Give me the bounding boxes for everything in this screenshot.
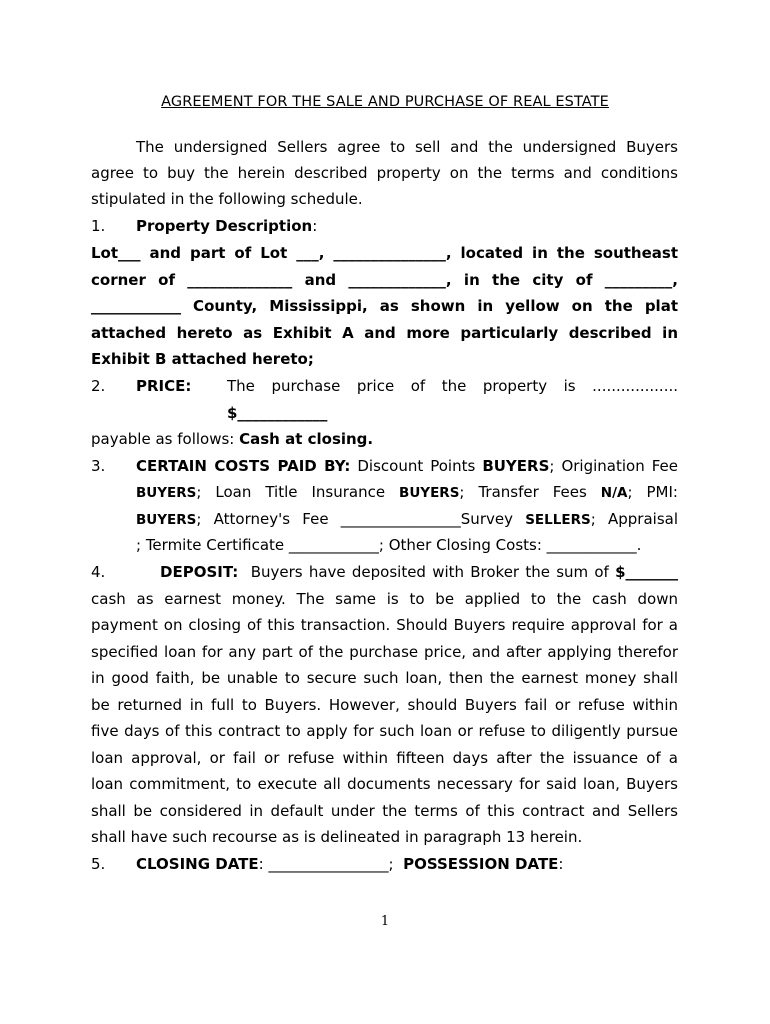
intro-line-3: stipulated in the following schedule. (91, 190, 363, 208)
closing-date-label: CLOSING DATE (136, 855, 259, 873)
section-1-line-5: Exhibit B attached hereto; (91, 350, 314, 368)
section-4-line-5: in good faith, be unable to secure such loan, then the earnest money shall (91, 669, 678, 687)
deposit-amount: $_______ (615, 563, 678, 581)
section-4-number: 4. (91, 563, 106, 581)
origination-fee-payer: BUYERS (136, 485, 197, 501)
discount-points-label: Discount Points (357, 457, 483, 475)
section-4-line-7: five days of this contract to apply for such loan or refuse to diligently pursue (91, 722, 678, 740)
possession-date-label: POSSESSION DATE (403, 855, 559, 873)
section-4-line-8: loan approval, or fail or refuse within fifteen days after the issuance of a (91, 749, 678, 767)
section-1-line-4: attached hereto as Exhibit A and more particularly described in (91, 324, 678, 342)
section-5-line (136, 854, 678, 874)
origination-fee-label: ; Origination Fee (549, 457, 678, 475)
section-2-text: The purchase price of the property is .................. (227, 377, 678, 395)
payable-prefix: payable as follows: (91, 430, 240, 448)
section-3-heading: CERTAIN COSTS PAID BY: (136, 457, 351, 475)
section-2-payable-line (91, 429, 678, 449)
section-1-line-1: Lot___ and part of Lot ___, _______________, located in the southeast (91, 244, 678, 262)
transfer-fees-label: ; Transfer Fees (459, 483, 601, 501)
section-3-line-4: ; Termite Certificate ____________; Other Closing Costs: ____________. (136, 536, 642, 554)
section-2-heading: PRICE: (136, 377, 192, 395)
section-1-colon: : (312, 217, 318, 235)
section-1-heading: Property Description (136, 217, 313, 235)
section-1-line-2: corner of ______________ and _____________, in the city of _________, (91, 271, 678, 289)
section-4-line-6: be returned in full to Buyers. However, should Buyers fail or refuse within (91, 696, 678, 714)
section-4-line-11: shall have such recourse as is delineated in paragraph 13 herein. (91, 828, 583, 846)
section-1-line-3: ____________ County, Mississippi, as shown in yellow on the plat (91, 297, 678, 315)
section-4-line-9: loan commitment, to execute all documents necessary for said loan, Buyers (91, 775, 678, 793)
discount-points-payer: BUYERS (482, 457, 550, 475)
section-4-line-4: specified loan for any part of the purchase price, and after applying therefor (91, 643, 678, 661)
section-4-line-10: shall be considered in default under the terms of this contract and Sellers (91, 802, 678, 820)
section-3-line-2 (136, 482, 678, 502)
payable-value: Cash at closing. (239, 430, 374, 448)
section-2-amount: $____________ (227, 404, 328, 422)
appraisal-label: ; Appraisal (590, 510, 678, 528)
transfer-fees-payer: N/A (600, 485, 628, 501)
document-title: AGREEMENT FOR THE SALE AND PURCHASE OF REAL ESTATE (161, 94, 609, 110)
deposit-text: Buyers have deposited with Broker the sum of (250, 563, 616, 581)
section-4-line-2: cash as earnest money. The same is to be applied to the cash down (91, 590, 678, 608)
attorney-fee-survey-label: ; Attorney's Fee ________________Survey (196, 510, 526, 528)
loan-title-insurance-payer: BUYERS (399, 485, 460, 501)
section-2-number: 2. (91, 377, 106, 395)
section-3-line-1 (136, 456, 678, 476)
section-1-number: 1. (91, 217, 106, 235)
possession-date-colon: : (558, 855, 564, 873)
section-4-line-1 (160, 562, 678, 582)
section-4-heading: DEPOSIT: (160, 563, 239, 581)
section-5-number: 5. (91, 855, 106, 873)
page-number: 1 (380, 914, 390, 929)
section-3-number: 3. (91, 457, 106, 475)
pmi-payer: BUYERS (136, 512, 197, 528)
loan-title-insurance-label: ; Loan Title Insurance (196, 483, 400, 501)
survey-payer: SELLERS (525, 512, 591, 528)
intro-line-2: agree to buy the herein described property on the terms and conditions (91, 164, 678, 182)
closing-date-blank: : ________________; (258, 855, 394, 873)
section-1-heading-line (136, 216, 678, 236)
section-3-line-3 (136, 509, 678, 529)
pmi-label: ; PMI: (627, 483, 678, 501)
section-4-line-3: payment on closing of this transaction. Should Buyers require approval for a (91, 616, 678, 634)
intro-line-1: The undersigned Sellers agree to sell and the undersigned Buyers (136, 138, 678, 156)
